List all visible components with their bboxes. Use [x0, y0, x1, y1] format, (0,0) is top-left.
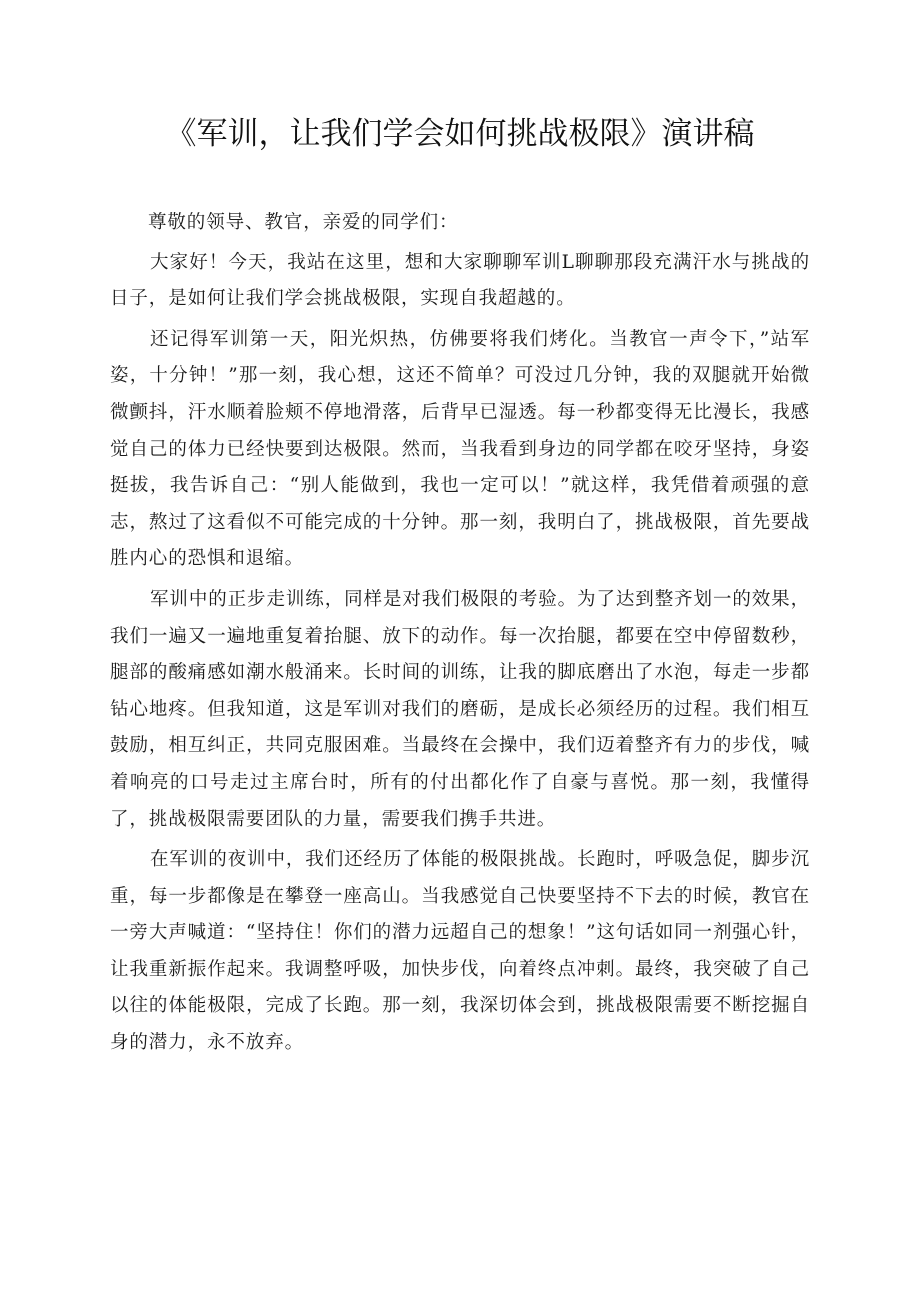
paragraph-night-training: 在军训的夜训中，我们还经历了体能的极限挑战。长跑时，呼吸急促，脚步沉重，每一步都像是在攀登一座高山。当我感觉自己快要坚持不下去的时候，教官在一旁大声喊道：“坚持住！你们的潜力远超自己的想象！”这句话如同一剂强心针，让我重新振作起来。我调整呼吸，加快步伐，向着终点冲刺。最终，我突破了自己以往的体能极限，完成了长跑。那一刻，我深切体会到，挑战极限需要不断挖掘自身的潜力，永不放弃。: [110, 849, 810, 1054]
salutation: 尊敬的领导、教官，亲爱的同学们：: [148, 212, 459, 233]
document-title: 《军训，让我们学会如何挑战极限》演讲稿: [165, 116, 755, 152]
document-body: [110, 205, 810, 1066]
paragraph-standing-posture: 还记得军训第一天，阳光炽热，仿佛要将我们烤化。当教官一声令下，”站军姿，十分钟！”那一刻，我心想，这还不简单？可没过几分钟，我的双腿就开始微微颤抖，汗水顺着脸颊不停地滑落，后背早已湿透。每一秒都变得无比漫长，我感觉自己的体力已经快要到达极限。然而，当我看到身边的同学都在咬牙坚持，身姿挺拔，我告诉自己：“别人能做到，我也一定可以！”就这样，我凭借着顽强的意志，熬过了这看似不可能完成的十分钟。那一刻，我明白了，挑战极限，首先要战胜内心的恐惧和退缩。: [110, 328, 810, 570]
paragraph-goose-step: 军训中的正步走训练，同样是对我们极限的考验。为了达到整齐划一的效果，我们一遍又一遍地重复着抬腿、放下的动作。每一次抬腿，都要在空中停留数秒，腿部的酸痛感如潮水般涌来。长时间的训练，让我的脚底磨出了水泡，每走一步都钻心地疼。但我知道，这是军训对我们的磨砺，是成长必须经历的过程。我们相互鼓励，相互纠正，共同克服困难。当最终在会操中，我们迈着整齐有力的步伐，喊着响亮的口号走过主席台时，所有的付出都化作了自豪与喜悦。那一刻，我懂得了，挑战极限需要团队的力量，需要我们携手共进。: [110, 588, 810, 830]
paragraph-greeting: 大家好！今天，我站在这里，想和大家聊聊军训L聊聊那段充满汗水与挑战的日子，是如何让我们学会挑战极限，实现自我超越的。: [110, 251, 810, 310]
